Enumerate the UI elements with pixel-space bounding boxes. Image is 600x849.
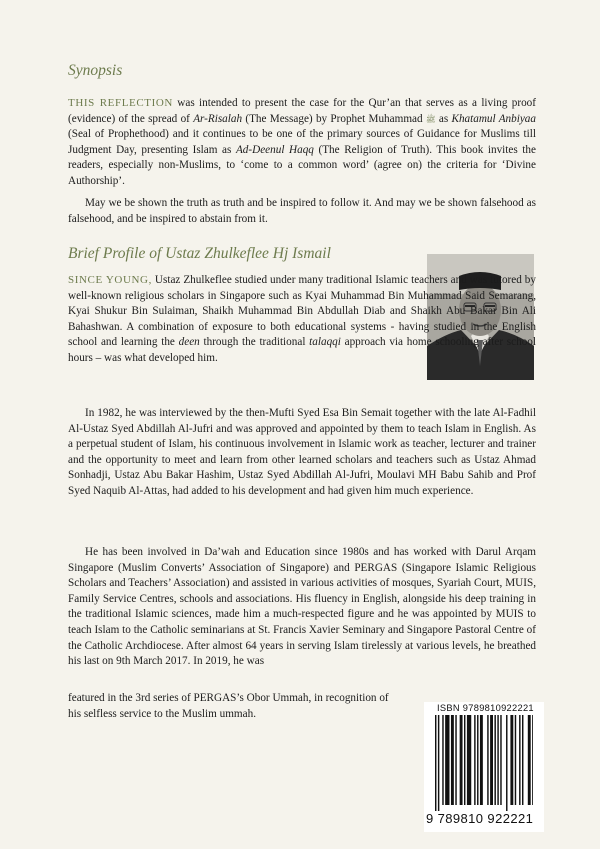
profile-paragraph-3-continued: featured in the 3rd series of PERGAS’s Obor Ummah, in recognition of his selfless service to the Muslim ummah. bbox=[68, 692, 389, 720]
barcode-digits: 9 789810 922221 bbox=[426, 811, 534, 826]
barcode-bar bbox=[460, 715, 463, 805]
barcode-bar bbox=[435, 715, 436, 811]
barcode-bar bbox=[510, 715, 513, 805]
barcode-bar bbox=[442, 715, 443, 805]
barcode-bar bbox=[438, 715, 439, 811]
profile-heading: Brief Profile of Ustaz Zhulkeflee Hj Ismail bbox=[68, 245, 331, 262]
barcode-bar bbox=[500, 715, 501, 805]
barcode-bar bbox=[480, 715, 483, 805]
barcode-bar bbox=[494, 715, 495, 805]
synopsis-paragraph-2: May we be shown the truth as truth and be inspired to follow it. And may we be shown falsehood as falsehood, and be inspired to abstain from it. bbox=[68, 197, 536, 225]
barcode-bar bbox=[528, 715, 531, 805]
barcode-bar bbox=[445, 715, 449, 805]
barcode-bar bbox=[467, 715, 471, 805]
profile-paragraph-2: In 1982, he was interviewed by the then-Mufti Syed Esa Bin Semait together with the late Al-Fadhil Al-Ustaz Syed Abdillah Al-Jufri and was approved and appointed by them to teach Islam in English. As a perpetual student of Islam, his continuous involvement in Islamic work as teacher, lecturer and trainer and the opportunity to meet and learn from other learned scholars and teachers such as Ustaz Ahmad Sonhadji, Ustaz Abu Bakar Hashim, Ustaz Syed Abdillah Al-Jufri, Moulavi MH Babu Sahib and Prof Syed Naquib Al-Attas, had added to his development and had given him much experience. bbox=[68, 407, 536, 497]
barcode-bar bbox=[519, 715, 520, 805]
barcode-bar bbox=[506, 715, 507, 811]
synopsis-paragraph-1: THIS REFLECTION was intended to present the case for the Qur’an that serves as a living proof (evidence) of the spread of Ar-Risalah (The Message) by Prophet Muhammad ﷺ as Khatamul Anbiyaa (Seal of Prophethood) and it continues to be one of the primary sources of Guidance for Muslims till Judgment Day, presenting Islam as Ad-Deenul Haqq (The Religion of Truth). This book invites the readers, especially non-Muslims, to ‘come to a common word’ (agree on) the criteria for ‘Divine Authorship’. bbox=[68, 97, 536, 187]
barcode-bar bbox=[490, 715, 493, 805]
synopsis-lead: THIS REFLECTION bbox=[68, 97, 173, 109]
barcode-bar bbox=[451, 715, 454, 805]
barcode-bar bbox=[515, 715, 516, 805]
barcode-bar bbox=[497, 715, 498, 805]
pbuh-symbol: ﷺ bbox=[425, 114, 436, 124]
barcode-bar bbox=[474, 715, 475, 805]
barcode-bar bbox=[455, 715, 456, 805]
isbn-barcode bbox=[424, 702, 544, 832]
barcode-bar bbox=[532, 715, 533, 805]
barcode-bar bbox=[464, 715, 465, 805]
profile-paragraph-1: SINCE YOUNG, Ustaz Zhulkeflee studied under many traditional Islamic teachers and was tutored by well-known religious scholars in Singapore such as Kyai Muhammad Bin Muhammad Said Semarang, Kyai Shukur Bin Sulaiman, Shaikh Muhammad Bin Abdullah Diab and Shaikh Abu Bakar Bin Ali Bahashwan. A combination of exposure to both educational systems - having studied in the English school and learning the deen through the traditional talaqqi approach via home schooling after school hours – was what developed him. bbox=[68, 274, 537, 364]
isbn-label: ISBN 9789810922221 bbox=[437, 703, 534, 713]
profile-lead: SINCE YOUNG, bbox=[68, 274, 152, 286]
profile-paragraph-3: He has been involved in Da’wah and Education since 1980s and has worked with Darul Arqam Singapore (Muslim Converts’ Association of Singapore) and PERGAS (Singapore Islamic Religious Scholars and Teachers’ Association) and assisted in various activities of mosques, Syariah Court, MUIS, Family Service Centres, schools and associations. His fluency in English, alongside his deep training in the traditional Islamic sciences, made him a much-respected figure and he was appointed by MUIS to teach Islam to the Catholic seminarians at St. Francis Xavier Seminary and Singapore Pastoral Centre of the Catholic Archdiocese. After almost 64 years in serving Islam tirelessly at various levels, he breathed his last on 9th March 2017. In 2019, he was bbox=[68, 546, 536, 668]
barcode-bar bbox=[487, 715, 488, 805]
synopsis-heading: Synopsis bbox=[68, 62, 123, 79]
barcode-bar bbox=[477, 715, 478, 805]
barcode-bar bbox=[522, 715, 523, 805]
barcode-bars bbox=[435, 715, 533, 811]
